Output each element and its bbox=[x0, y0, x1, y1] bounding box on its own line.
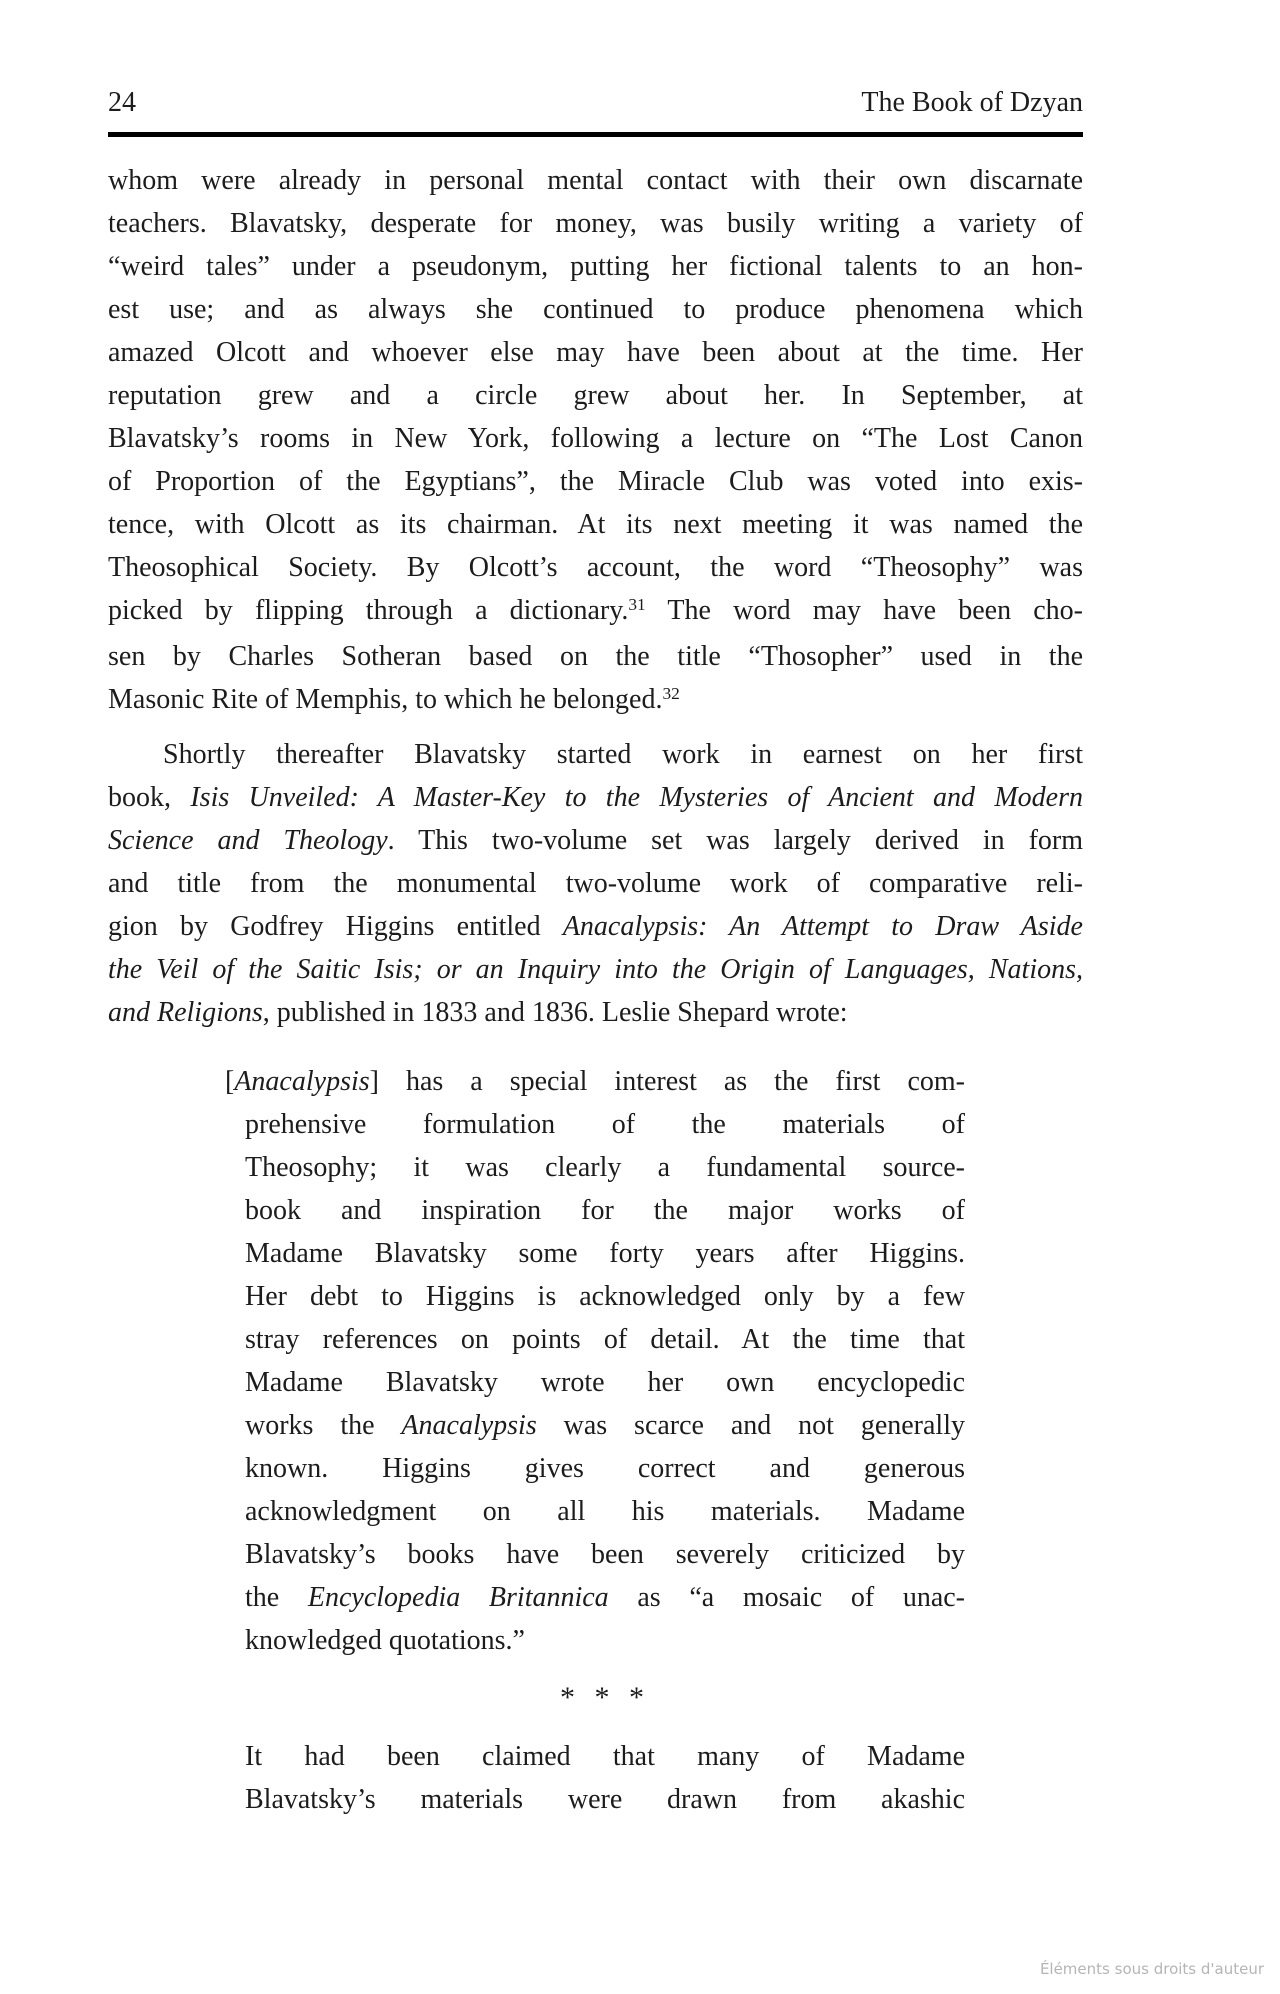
body-text: book and inspiration for the major works of bbox=[245, 1195, 965, 1226]
page-content bbox=[108, 86, 1083, 1821]
text-line bbox=[245, 1490, 965, 1533]
page-body bbox=[108, 159, 1083, 1821]
body-text: ] has a special interest as the first com- bbox=[369, 1066, 965, 1097]
text-line bbox=[108, 733, 1083, 776]
text-line bbox=[108, 991, 1083, 1034]
text-line bbox=[245, 1735, 965, 1778]
body-text: gion by Godfrey Higgins entitled bbox=[108, 911, 563, 942]
body-text: , published in 1833 and 1836. Leslie Shepard wrote: bbox=[262, 997, 848, 1028]
body-text: was scarce and not generally bbox=[536, 1410, 965, 1441]
italic-text: Encyclopedia Britannica bbox=[307, 1582, 609, 1613]
text-line bbox=[108, 905, 1083, 948]
body-text: Madame Blavatsky some forty years after Higgins. bbox=[245, 1238, 965, 1269]
italic-text: and Religions bbox=[108, 997, 263, 1028]
copyright-notice: Éléments sous droits d'auteur bbox=[1039, 1960, 1264, 1978]
text-line bbox=[108, 819, 1083, 862]
section-separator: * * * bbox=[560, 1681, 650, 1714]
body-text: Shortly thereafter Blavatsky started work in earnest on her first bbox=[163, 739, 1083, 770]
body-text: Masonic Rite of Memphis, to which he belonged. bbox=[108, 684, 663, 715]
italic-text: Anacalypsis bbox=[401, 1410, 537, 1441]
body-text: knowledged quotations.” bbox=[245, 1625, 525, 1656]
text-line bbox=[225, 1060, 965, 1103]
body-text: picked by flipping through a dictionary. bbox=[108, 595, 629, 626]
italic-text: the Veil of the Saitic Isis; or an Inquiry into the Origin of Languages, Nations, bbox=[108, 954, 1083, 985]
body-text: sen by Charles Sotheran based on the title “Thosopher” used in the bbox=[108, 641, 1083, 672]
text-line bbox=[245, 1447, 965, 1490]
text-line bbox=[108, 202, 1083, 245]
text-line bbox=[245, 1275, 965, 1318]
body-text: whom were already in personal mental contact with their own discarnate bbox=[108, 165, 1083, 196]
body-text: Her debt to Higgins is acknowledged only by a few bbox=[245, 1281, 965, 1312]
text-line bbox=[245, 1619, 965, 1662]
text-line bbox=[108, 589, 1083, 635]
body-text: The word may have been cho- bbox=[645, 595, 1083, 626]
body-text: stray references on points of detail. At the time that bbox=[245, 1324, 965, 1355]
text-line bbox=[108, 417, 1083, 460]
text-line bbox=[245, 1232, 965, 1275]
body-text: Theosophy; it was clearly a fundamental source- bbox=[245, 1152, 965, 1183]
page-header bbox=[108, 86, 1083, 120]
body-text: It had been claimed that many of Madame bbox=[245, 1741, 965, 1772]
body-text: [ bbox=[225, 1066, 235, 1097]
text-line bbox=[108, 503, 1083, 546]
page-number: 24 bbox=[108, 87, 136, 118]
body-text: of Proportion of the Egyptians”, the Miracle Club was voted into exis- bbox=[108, 466, 1083, 497]
body-text: . This two-volume set was largely derived in form bbox=[387, 825, 1083, 856]
text-line bbox=[108, 159, 1083, 202]
text-line bbox=[108, 374, 1083, 417]
italic-text: Anacalypsis: An Attempt to Draw Aside bbox=[562, 911, 1083, 942]
body-text: amazed Olcott and whoever else may have been about at the time. Her bbox=[108, 337, 1083, 368]
text-line bbox=[108, 331, 1083, 374]
quote-paragraph-block bbox=[245, 1735, 965, 1821]
body-text: as “a mosaic of unac- bbox=[608, 1582, 965, 1613]
header-rule bbox=[108, 132, 1083, 137]
footnote-reference: 32 bbox=[662, 683, 680, 703]
text-line bbox=[245, 1318, 965, 1361]
paragraph-block bbox=[108, 159, 1083, 724]
body-text: works the bbox=[245, 1410, 402, 1441]
body-text: Theosophical Society. By Olcott’s account, the word “Theosophy” was bbox=[108, 552, 1083, 583]
italic-text: Anacalypsis bbox=[234, 1066, 370, 1097]
body-text: Madame Blavatsky wrote her own encyclopedic bbox=[245, 1367, 965, 1398]
text-line bbox=[245, 1103, 965, 1146]
text-line bbox=[245, 1361, 965, 1404]
running-title: The Book of Dzyan bbox=[861, 87, 1083, 118]
body-text: Blavatsky’s materials were drawn from akashic bbox=[245, 1784, 965, 1815]
text-line bbox=[108, 460, 1083, 503]
text-line bbox=[245, 1146, 965, 1189]
italic-text: Science and Theology bbox=[108, 825, 388, 856]
body-text: book, bbox=[108, 782, 191, 813]
body-text: prehensive formulation of the materials of bbox=[245, 1109, 965, 1140]
text-line bbox=[108, 245, 1083, 288]
text-line bbox=[245, 1576, 965, 1619]
text-line bbox=[108, 678, 1083, 724]
text-line bbox=[108, 635, 1083, 678]
text-line bbox=[108, 948, 1083, 991]
body-text: tence, with Olcott as its chairman. At its next meeting it was named the bbox=[108, 509, 1083, 540]
text-line bbox=[108, 546, 1083, 589]
text-line bbox=[245, 1404, 965, 1447]
body-text: known. Higgins gives correct and generous bbox=[245, 1453, 965, 1484]
body-text: the bbox=[245, 1582, 308, 1613]
text-line bbox=[245, 1778, 965, 1821]
paragraph-block bbox=[108, 733, 1083, 1034]
text-line bbox=[108, 288, 1083, 331]
body-text: “weird tales” under a pseudonym, putting her fictional talents to an hon- bbox=[108, 251, 1083, 282]
body-text: est use; and as always she continued to produce phenomena which bbox=[108, 294, 1083, 325]
italic-text: Isis Unveiled: A Master-Key to the Mysteries of Ancient and Modern bbox=[190, 782, 1083, 813]
body-text: acknowledgment on all his materials. Madame bbox=[245, 1496, 965, 1527]
text-line bbox=[245, 1533, 965, 1576]
body-text: teachers. Blavatsky, desperate for money, was busily writing a variety of bbox=[108, 208, 1083, 239]
text-line bbox=[245, 1189, 965, 1232]
body-text: and title from the monumental two-volume work of comparative reli- bbox=[108, 868, 1083, 899]
quote-block bbox=[225, 1060, 965, 1662]
body-text: Blavatsky’s rooms in New York, following a lecture on “The Lost Canon bbox=[108, 423, 1083, 454]
footnote-reference: 31 bbox=[628, 594, 646, 614]
text-line bbox=[108, 862, 1083, 905]
body-text: reputation grew and a circle grew about her. In September, at bbox=[108, 380, 1083, 411]
text-line bbox=[108, 776, 1083, 819]
body-text: Blavatsky’s books have been severely criticized by bbox=[245, 1539, 965, 1570]
